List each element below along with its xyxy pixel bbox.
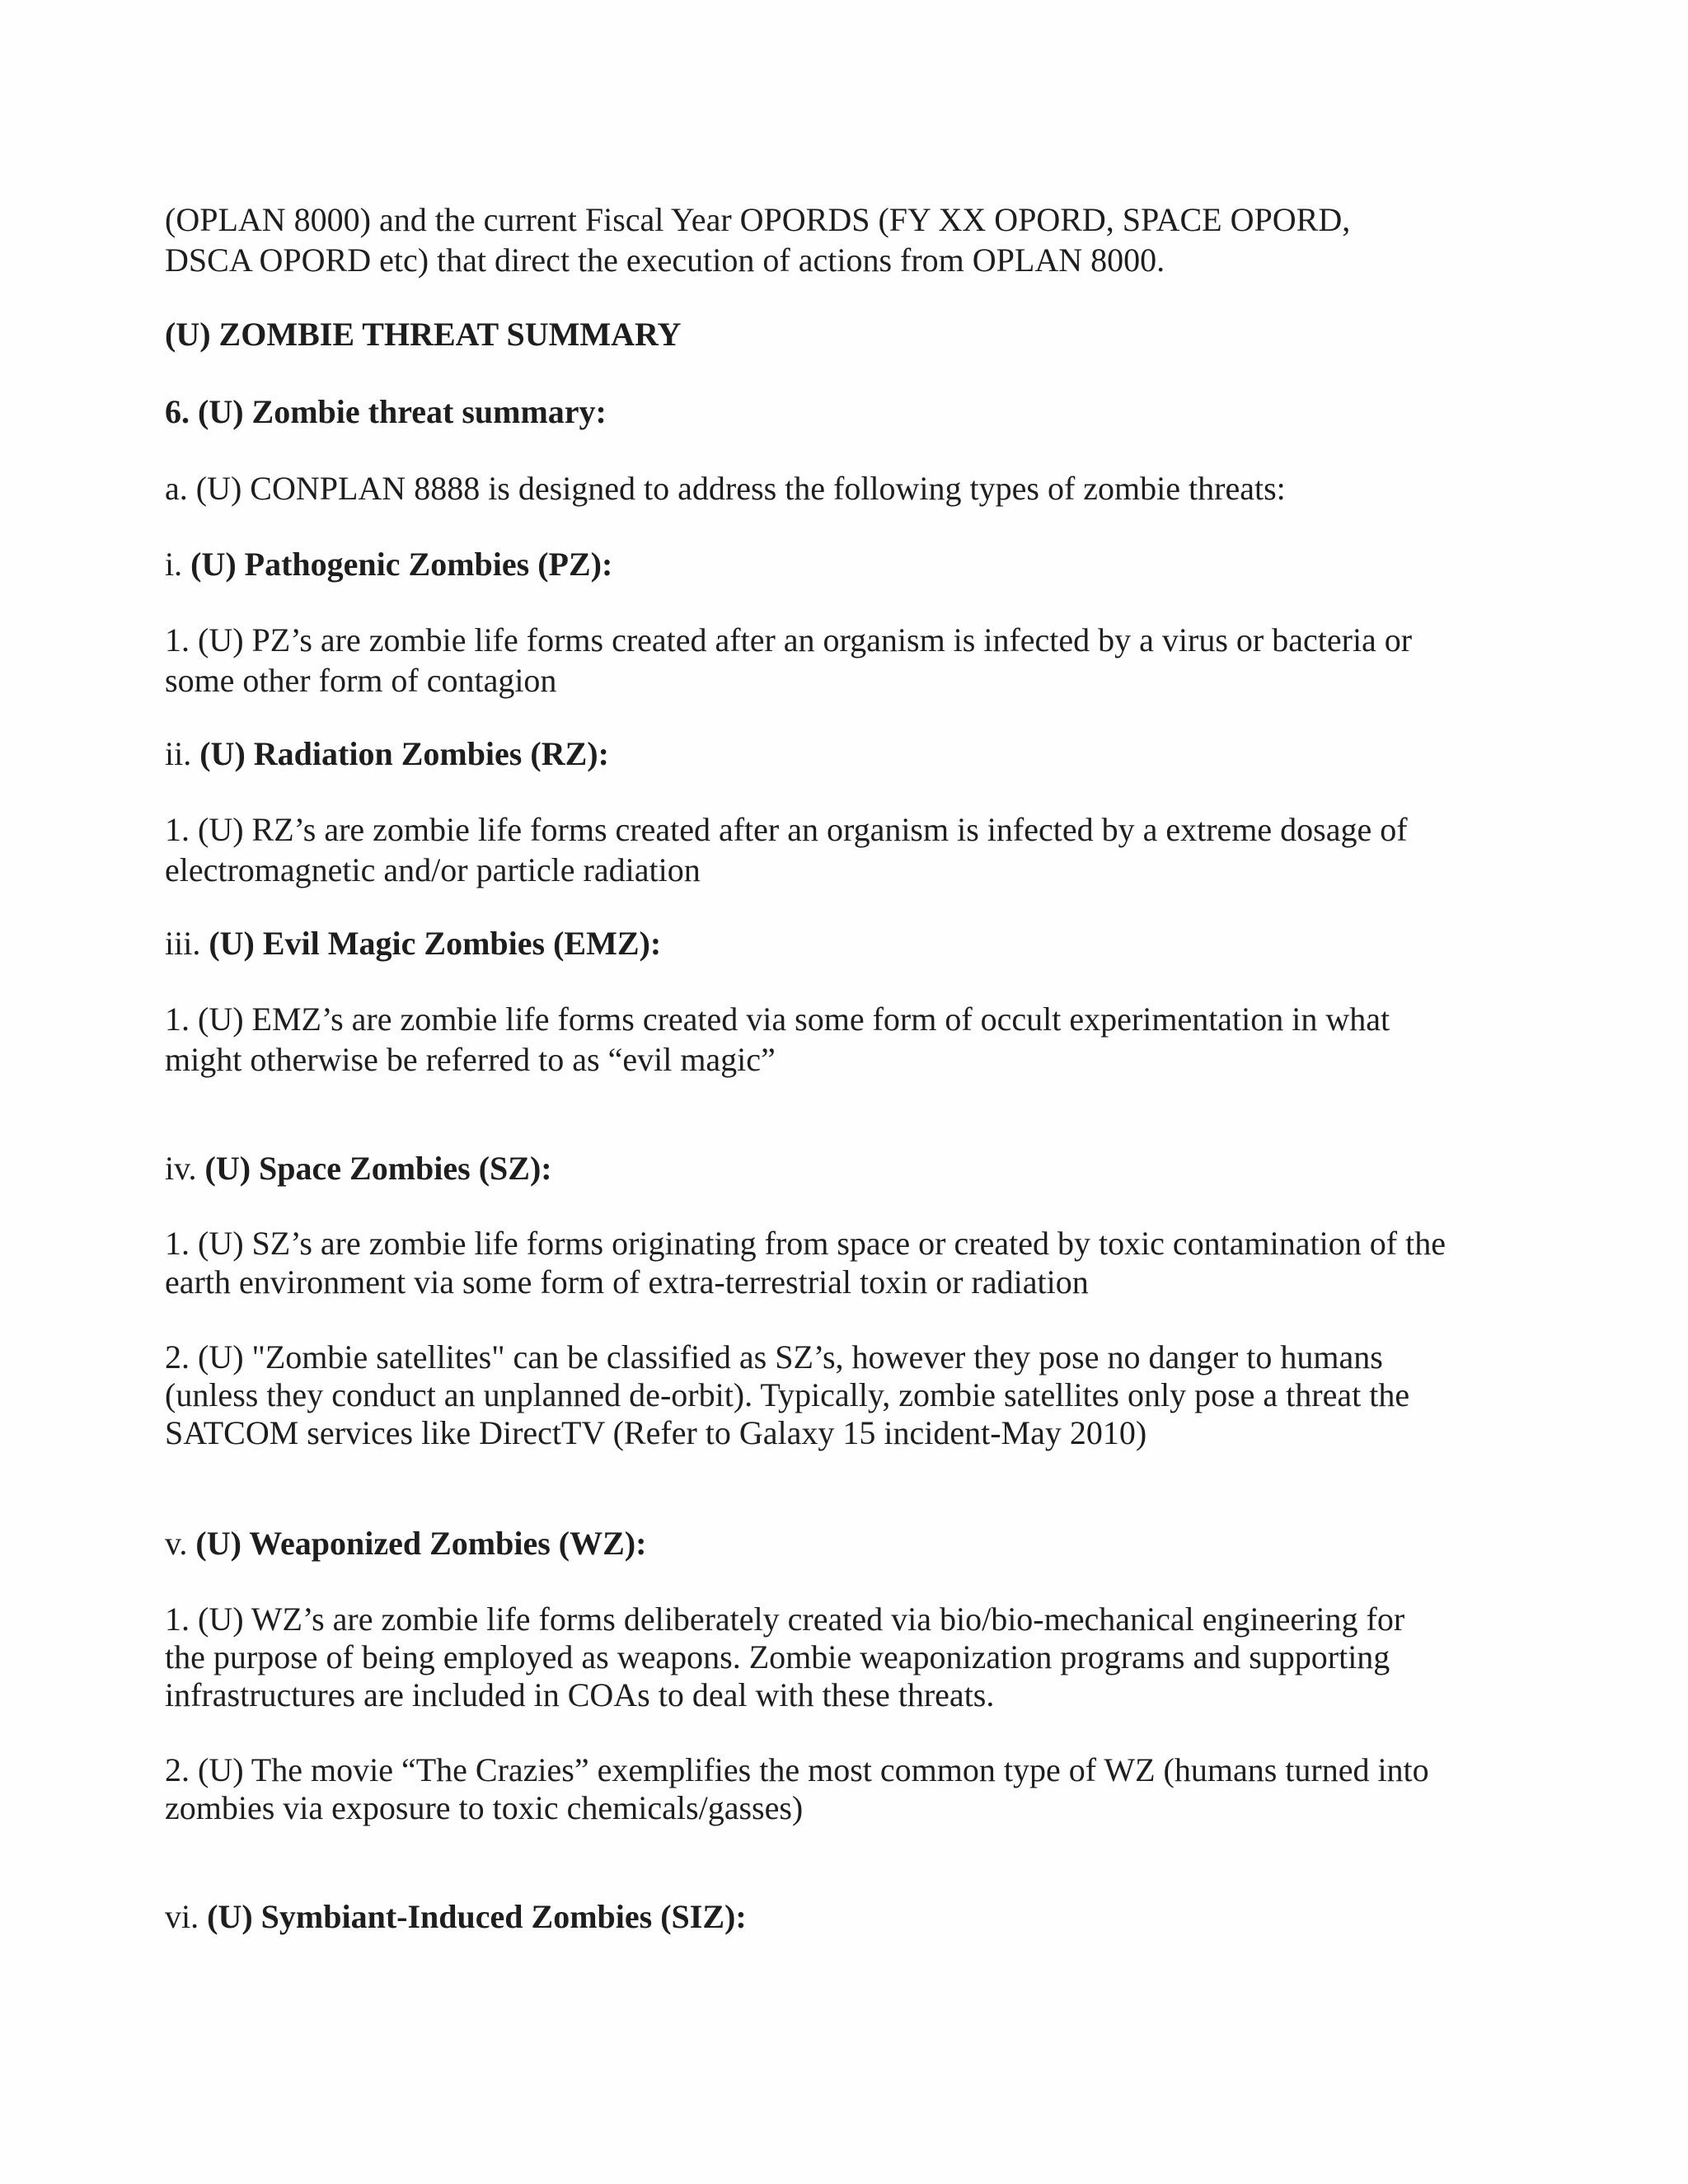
wz-number: v. — [165, 1525, 188, 1562]
rz-title: (U) Radiation Zombies (RZ): — [199, 735, 609, 772]
rz-para1-line2: electromagnetic and/or particle radiation — [165, 851, 701, 888]
siz-heading — [165, 1896, 747, 1937]
siz-number: vi. — [165, 1898, 199, 1935]
sz-para1-line2: earth environment via some form of extra-terrestrial toxin or radiation — [165, 1263, 1089, 1301]
pz-para1-line2: some other form of contagion — [165, 662, 557, 699]
sz-number: iv. — [165, 1150, 197, 1187]
emz-para1-line2: might otherwise be referred to as “evil magic” — [165, 1041, 776, 1078]
section-heading: (U) ZOMBIE THREAT SUMMARY — [165, 316, 682, 353]
wz-para1-line1: 1. (U) WZ’s are zombie life forms deliberately created via bio/bio-mechanical engineering for — [165, 1601, 1405, 1638]
wz-para2-line1: 2. (U) The movie “The Crazies” exemplifies the most common type of WZ (humans turned into — [165, 1751, 1429, 1788]
wz-para2-line2: zombies via exposure to toxic chemicals/gasses) — [165, 1789, 804, 1826]
rz-number: ii. — [165, 735, 192, 772]
sz-heading — [165, 1148, 552, 1188]
wz-para1-line2: the purpose of being employed as weapons. Zombie weaponization programs and supporting — [165, 1638, 1390, 1675]
intro-line-2: DSCA OPORD etc) that direct the execution of actions from OPLAN 8000. — [165, 241, 1165, 279]
rz-heading — [165, 733, 609, 774]
sz-para2-line3: SATCOM services like DirectTV (Refer to Galaxy 15 incident-May 2010) — [165, 1414, 1147, 1451]
emz-heading — [165, 923, 661, 963]
emz-number: iii. — [165, 925, 201, 962]
sz-para1-line1: 1. (U) SZ’s are zombie life forms originating from space or created by toxic contamination of the — [165, 1225, 1446, 1262]
wz-heading — [165, 1523, 646, 1563]
pz-number: i. — [165, 546, 183, 583]
item-a: a. (U) CONPLAN 8888 is designed to address the following types of zombie threats: — [165, 470, 1286, 507]
siz-title: (U) Symbiant-Induced Zombies (SIZ): — [207, 1898, 747, 1935]
intro-line-1: (OPLAN 8000) and the current Fiscal Year OPORDS (FY XX OPORD, SPACE OPORD, — [165, 201, 1351, 238]
sz-para2-line2: (unless they conduct an unplanned de-orbit). Typically, zombie satellites only pose a threat the — [165, 1376, 1410, 1413]
rz-para1-line1: 1. (U) RZ’s are zombie life forms created after an organism is infected by a extreme dosage of — [165, 811, 1408, 848]
emz-para1-line1: 1. (U) EMZ’s are zombie life forms created via some form of occult experimentation in what — [165, 1001, 1390, 1038]
emz-title: (U) Evil Magic Zombies (EMZ): — [209, 925, 662, 962]
pz-para1-line1: 1. (U) PZ’s are zombie life forms created after an organism is infected by a virus or bacteria or — [165, 621, 1413, 658]
pz-title: (U) Pathogenic Zombies (PZ): — [190, 546, 613, 583]
sz-para2-line1: 2. (U) "Zombie satellites" can be classified as SZ’s, however they pose no danger to humans — [165, 1338, 1383, 1376]
item-6-heading: 6. (U) Zombie threat summary: — [165, 393, 607, 430]
sz-title: (U) Space Zombies (SZ): — [204, 1150, 552, 1187]
wz-title: (U) Weaponized Zombies (WZ): — [195, 1525, 647, 1562]
wz-para1-line3: infrastructures are included in COAs to deal with these threats. — [165, 1676, 995, 1713]
pz-heading — [165, 544, 612, 584]
